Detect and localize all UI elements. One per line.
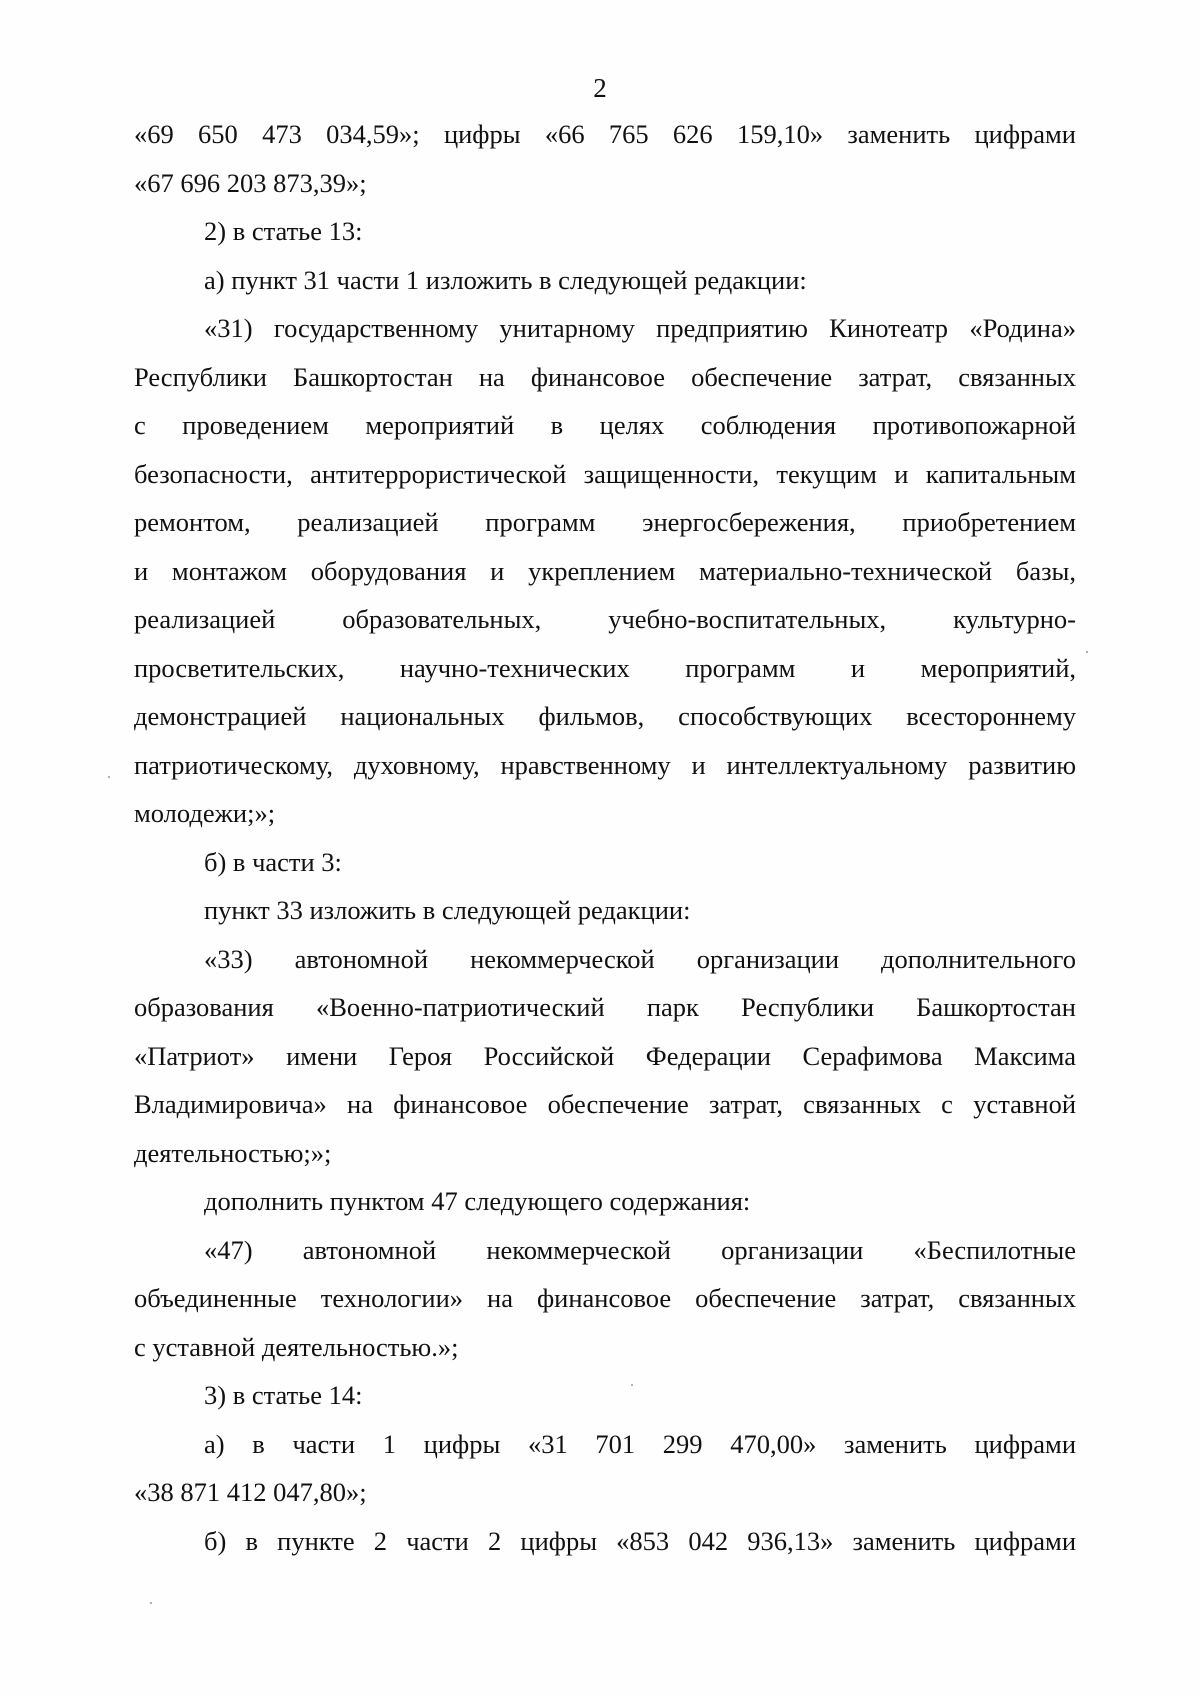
scan-speck bbox=[150, 1602, 152, 1604]
text-line: а) пункт 31 части 1 изложить в следующей редакции: bbox=[204, 264, 807, 295]
text-line: «69 650 473 034,59»; цифры «66 765 626 159,10» заменить цифрами bbox=[134, 119, 1076, 149]
page-number: 2 bbox=[593, 73, 607, 103]
text-line: ремонтом, реализацией программ энергосбережения, приобретением bbox=[134, 507, 1076, 537]
document-body bbox=[134, 110, 1076, 1565]
text-line: пункт 33 изложить в следующей редакции: bbox=[204, 895, 691, 925]
scan-speck bbox=[1086, 651, 1088, 653]
text-line: демонстрацией национальных фильмов, способствующих всестороннему bbox=[134, 701, 1076, 731]
text-line: и монтажом оборудования и укреплением материально-технической базы, bbox=[134, 555, 1076, 586]
text-line: б) в пункте 2 части 2 цифры «853 042 936,13» заменить цифрами bbox=[204, 1525, 1076, 1556]
text-line: «67 696 203 873,39»; bbox=[134, 167, 367, 198]
text-line: деятельностью;»; bbox=[134, 1137, 332, 1168]
scan-speck bbox=[108, 776, 110, 778]
text-line: дополнить пунктом 47 следующего содержания: bbox=[204, 1186, 751, 1216]
text-line: с проведением мероприятий в целях соблюдения противопожарной bbox=[134, 410, 1076, 440]
text-line: 3) в статье 14: bbox=[204, 1380, 363, 1410]
text-line: а) в части 1 цифры «31 701 299 470,00» заменить цифрами bbox=[204, 1428, 1076, 1459]
scan-speck bbox=[631, 1384, 633, 1386]
text-line: реализацией образовательных, учебно-воспитательных, культурно- bbox=[134, 604, 1076, 634]
text-line: объединенные технологии» на финансовое обеспечение затрат, связанных bbox=[134, 1283, 1076, 1313]
text-line: Республики Башкортостан на финансовое обеспечение затрат, связанных bbox=[134, 361, 1076, 392]
text-line: б) в части 3: bbox=[204, 846, 342, 877]
text-line: образования «Военно-патриотический парк Республики Башкортостан bbox=[134, 992, 1076, 1022]
text-line: 2) в статье 13: bbox=[204, 216, 363, 246]
text-line: Владимировича» на финансовое обеспечение затрат, связанных с уставной bbox=[134, 1089, 1076, 1119]
text-line: «47) автономной некоммерческой организации «Беспилотные bbox=[204, 1234, 1076, 1265]
text-line: «33) автономной некоммерческой организации дополнительного bbox=[204, 943, 1076, 974]
text-line: просветительских, научно-технических программ и мероприятий, bbox=[134, 652, 1076, 683]
text-line: безопасности, антитеррористической защищенности, текущим и капитальным bbox=[134, 458, 1076, 489]
text-line: молодежи;»; bbox=[134, 798, 276, 828]
text-line: «31) государственному унитарному предприятию Кинотеатр «Родина» bbox=[204, 313, 1076, 343]
text-line: патриотическому, духовному, нравственному и интеллектуальному развитию bbox=[134, 749, 1076, 780]
text-line: с уставной деятельностью.»; bbox=[134, 1331, 459, 1362]
text-line: «Патриот» имени Героя Российской Федерации Серафимова Максима bbox=[134, 1040, 1076, 1071]
text-line: «38 871 412 047,80»; bbox=[134, 1477, 367, 1507]
